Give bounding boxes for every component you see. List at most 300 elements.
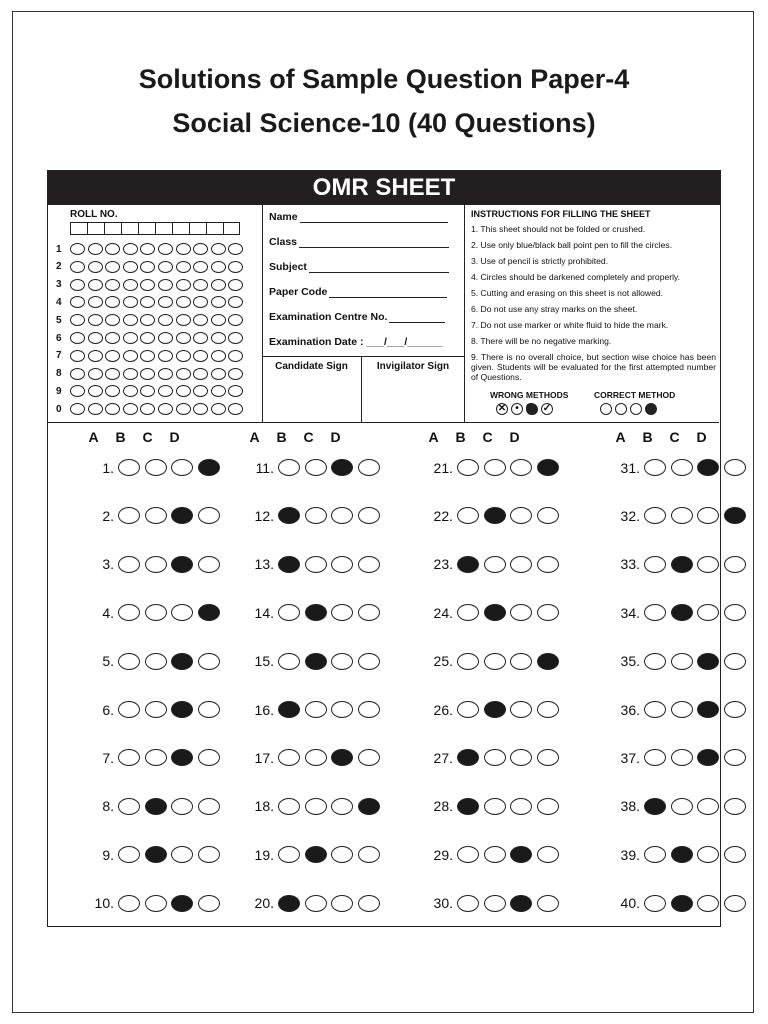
answer-bubble-b[interactable] <box>305 604 327 621</box>
answer-bubble-c[interactable] <box>510 749 532 766</box>
roll-bubble[interactable] <box>211 403 226 415</box>
answer-bubble-c[interactable] <box>171 749 193 766</box>
roll-bubble[interactable] <box>193 279 208 291</box>
roll-bubble[interactable] <box>158 314 173 326</box>
roll-bubble[interactable] <box>70 332 85 344</box>
answer-bubble-d[interactable] <box>537 556 559 573</box>
roll-bubble[interactable] <box>158 261 173 273</box>
answer-bubble-c[interactable] <box>171 701 193 718</box>
roll-bubble[interactable] <box>228 279 243 291</box>
roll-bubble[interactable] <box>70 314 85 326</box>
empty-bubble-icon <box>615 403 627 415</box>
answer-bubble-a[interactable] <box>457 846 479 863</box>
roll-bubble[interactable] <box>211 296 226 308</box>
answer-bubble-a[interactable] <box>118 846 140 863</box>
answer-bubble-c[interactable] <box>697 459 719 476</box>
question-number: 3. <box>102 556 114 573</box>
answer-bubble-b[interactable] <box>145 507 167 524</box>
roll-bubble[interactable] <box>123 279 138 291</box>
answer-bubble-d[interactable] <box>537 507 559 524</box>
roll-bubble[interactable] <box>70 403 85 415</box>
roll-bubble[interactable] <box>193 243 208 255</box>
question-number: 8. <box>102 798 114 815</box>
answer-bubble-a[interactable] <box>644 749 666 766</box>
roll-bubble[interactable] <box>123 368 138 380</box>
answer-bubble-b[interactable] <box>145 846 167 863</box>
answer-bubble-d[interactable] <box>537 749 559 766</box>
answer-bubble-d[interactable] <box>198 556 220 573</box>
answer-bubble-b[interactable] <box>671 507 693 524</box>
answer-bubble-b[interactable] <box>671 459 693 476</box>
empty-bubble-icon <box>600 403 612 415</box>
answer-bubble-a[interactable] <box>457 895 479 912</box>
answer-bubble-a[interactable] <box>644 556 666 573</box>
roll-bubble[interactable] <box>105 385 120 397</box>
answer-bubble-c[interactable] <box>510 459 532 476</box>
answer-bubble-b[interactable] <box>484 798 506 815</box>
wrong-methods-sample <box>496 403 556 415</box>
roll-digit-box[interactable] <box>155 222 172 235</box>
roll-bubble[interactable] <box>88 332 103 344</box>
answer-bubble-b[interactable] <box>484 749 506 766</box>
answer-bubble-d[interactable] <box>198 507 220 524</box>
roll-bubble[interactable] <box>140 243 155 255</box>
answer-bubble-d[interactable] <box>198 604 220 621</box>
roll-bubble[interactable] <box>158 332 173 344</box>
subject-field[interactable]: Subject <box>269 261 449 273</box>
roll-bubble[interactable] <box>123 385 138 397</box>
answer-bubble-a[interactable] <box>457 604 479 621</box>
roll-bubble[interactable] <box>105 403 120 415</box>
roll-bubble-row <box>56 332 246 344</box>
answer-bubble-d[interactable] <box>724 701 746 718</box>
question-row <box>421 507 563 524</box>
answer-bubble-d[interactable] <box>358 459 380 476</box>
answer-bubble-d[interactable] <box>724 604 746 621</box>
answer-bubble-d[interactable] <box>198 459 220 476</box>
roll-bubble[interactable] <box>158 350 173 362</box>
answer-bubble-a[interactable] <box>457 507 479 524</box>
answer-bubble-a[interactable] <box>644 653 666 670</box>
answer-bubble-a[interactable] <box>118 701 140 718</box>
roll-bubble[interactable] <box>176 296 191 308</box>
answer-bubble-d[interactable] <box>537 701 559 718</box>
answer-bubble-a[interactable] <box>118 749 140 766</box>
roll-bubble[interactable] <box>193 296 208 308</box>
answer-bubble-c[interactable] <box>697 749 719 766</box>
roll-bubble[interactable] <box>228 314 243 326</box>
roll-bubble[interactable] <box>70 279 85 291</box>
roll-bubble[interactable] <box>158 368 173 380</box>
answer-bubble-a[interactable] <box>644 604 666 621</box>
roll-bubble[interactable] <box>105 350 120 362</box>
answer-bubble-b[interactable] <box>305 846 327 863</box>
roll-bubble[interactable] <box>193 261 208 273</box>
roll-bubble[interactable] <box>158 243 173 255</box>
answer-bubble-b[interactable] <box>671 798 693 815</box>
roll-bubble[interactable] <box>140 314 155 326</box>
roll-bubble[interactable] <box>193 385 208 397</box>
roll-bubble[interactable] <box>140 279 155 291</box>
answer-bubble-c[interactable] <box>331 846 353 863</box>
roll-bubble[interactable] <box>88 314 103 326</box>
roll-bubble[interactable] <box>88 296 103 308</box>
answer-bubble-c[interactable] <box>171 459 193 476</box>
answer-bubble-d[interactable] <box>358 798 380 815</box>
option-label: C <box>669 429 680 445</box>
roll-bubble[interactable] <box>158 296 173 308</box>
answer-bubble-b[interactable] <box>671 604 693 621</box>
roll-bubble[interactable] <box>88 385 103 397</box>
roll-bubble[interactable] <box>176 243 191 255</box>
option-label: B <box>115 429 126 445</box>
roll-bubble[interactable] <box>176 332 191 344</box>
answer-bubble-d[interactable] <box>724 749 746 766</box>
answer-bubble-d[interactable] <box>724 653 746 670</box>
answer-bubble-b[interactable] <box>145 604 167 621</box>
answer-bubble-c[interactable] <box>171 653 193 670</box>
answer-bubble-d[interactable] <box>537 895 559 912</box>
exam-date-field[interactable]: Examination Date : ___/___/______ <box>269 336 443 348</box>
answer-bubble-c[interactable] <box>331 604 353 621</box>
answer-bubble-a[interactable] <box>644 459 666 476</box>
answer-bubble-d[interactable] <box>198 701 220 718</box>
question-number: 27. <box>433 749 453 766</box>
answer-bubble-a[interactable] <box>118 459 140 476</box>
answer-bubble-d[interactable] <box>537 604 559 621</box>
dotted-bubble-icon: • <box>511 403 523 415</box>
answer-bubble-a[interactable] <box>278 701 300 718</box>
answer-bubble-c[interactable] <box>510 798 532 815</box>
answer-bubble-b[interactable] <box>305 507 327 524</box>
answer-bubble-b[interactable] <box>145 653 167 670</box>
answer-bubble-a[interactable] <box>118 653 140 670</box>
answer-bubble-c[interactable] <box>697 846 719 863</box>
roll-bubble[interactable] <box>105 368 120 380</box>
answer-bubble-b[interactable] <box>305 701 327 718</box>
answer-bubble-c[interactable] <box>697 895 719 912</box>
answer-bubble-c[interactable] <box>510 556 532 573</box>
answer-bubble-a[interactable] <box>278 459 300 476</box>
answer-bubble-c[interactable] <box>510 895 532 912</box>
answer-bubble-a[interactable] <box>278 653 300 670</box>
roll-bubble[interactable] <box>228 350 243 362</box>
answer-bubble-a[interactable] <box>118 895 140 912</box>
roll-bubble[interactable] <box>70 350 85 362</box>
answer-bubble-c[interactable] <box>331 895 353 912</box>
roll-bubble[interactable] <box>88 350 103 362</box>
answer-bubble-b[interactable] <box>484 459 506 476</box>
answer-bubble-d[interactable] <box>198 749 220 766</box>
question-row <box>421 604 563 621</box>
answer-bubble-a[interactable] <box>278 604 300 621</box>
answer-bubble-a[interactable] <box>278 749 300 766</box>
answer-bubble-a[interactable] <box>644 701 666 718</box>
roll-bubble[interactable] <box>105 332 120 344</box>
answer-bubble-d[interactable] <box>198 653 220 670</box>
roll-bubble[interactable] <box>211 243 226 255</box>
answer-bubble-d[interactable] <box>537 846 559 863</box>
answer-bubble-c[interactable] <box>331 556 353 573</box>
filled-bubble-icon <box>645 403 657 415</box>
roll-bubble[interactable] <box>176 279 191 291</box>
answer-bubble-b[interactable] <box>671 653 693 670</box>
answer-bubble-d[interactable] <box>724 459 746 476</box>
answer-bubble-b[interactable] <box>145 701 167 718</box>
answer-bubble-d[interactable] <box>724 507 746 524</box>
answer-bubble-d[interactable] <box>198 846 220 863</box>
answer-bubble-c[interactable] <box>331 653 353 670</box>
candidate-sign-box[interactable]: Candidate Sign <box>262 357 362 423</box>
answer-bubble-c[interactable] <box>331 749 353 766</box>
roll-bubble[interactable] <box>211 385 226 397</box>
exam-centre-field[interactable]: Examination Centre No. <box>269 311 445 323</box>
question-row <box>82 798 224 815</box>
answer-bubble-a[interactable] <box>644 895 666 912</box>
answer-bubble-b[interactable] <box>484 653 506 670</box>
answer-bubble-b[interactable] <box>484 846 506 863</box>
answer-bubble-b[interactable] <box>145 798 167 815</box>
roll-bubble[interactable] <box>176 261 191 273</box>
answer-bubble-a[interactable] <box>278 507 300 524</box>
answer-bubble-b[interactable] <box>671 701 693 718</box>
roll-bubble[interactable] <box>105 314 120 326</box>
roll-bubble[interactable] <box>228 296 243 308</box>
answer-bubble-b[interactable] <box>484 701 506 718</box>
roll-bubble[interactable] <box>176 403 191 415</box>
answer-bubble-b[interactable] <box>671 556 693 573</box>
answer-bubble-c[interactable] <box>510 507 532 524</box>
roll-bubble[interactable] <box>140 296 155 308</box>
answer-bubble-d[interactable] <box>537 459 559 476</box>
roll-bubble[interactable] <box>105 261 120 273</box>
roll-bubble[interactable] <box>70 385 85 397</box>
roll-bubble[interactable] <box>193 350 208 362</box>
roll-bubble[interactable] <box>228 403 243 415</box>
answer-bubble-a[interactable] <box>118 556 140 573</box>
answer-bubble-d[interactable] <box>198 895 220 912</box>
answer-bubble-d[interactable] <box>724 556 746 573</box>
roll-bubble[interactable] <box>211 368 226 380</box>
answer-bubble-c[interactable] <box>331 459 353 476</box>
answer-bubble-d[interactable] <box>537 798 559 815</box>
roll-bubble[interactable] <box>228 261 243 273</box>
roll-digit-box[interactable] <box>172 222 189 235</box>
answer-bubble-d[interactable] <box>724 846 746 863</box>
answer-bubble-b[interactable] <box>305 895 327 912</box>
answer-bubble-c[interactable] <box>331 798 353 815</box>
crossed-bubble-icon: ✕ <box>497 403 507 414</box>
roll-bubble[interactable] <box>140 368 155 380</box>
roll-bubble[interactable] <box>88 243 103 255</box>
correct-method-label: CORRECT METHOD <box>594 390 676 400</box>
answer-bubble-c[interactable] <box>697 653 719 670</box>
roll-bubble[interactable] <box>211 261 226 273</box>
answer-bubble-a[interactable] <box>644 846 666 863</box>
answer-bubble-a[interactable] <box>644 798 666 815</box>
roll-bubble[interactable] <box>123 314 138 326</box>
invigilator-sign-box[interactable]: Invigilator Sign <box>376 361 450 372</box>
answer-bubble-c[interactable] <box>171 798 193 815</box>
answer-bubble-c[interactable] <box>697 556 719 573</box>
answer-bubble-d[interactable] <box>358 653 380 670</box>
roll-bubble[interactable] <box>70 368 85 380</box>
roll-bubble[interactable] <box>211 332 226 344</box>
answer-bubble-a[interactable] <box>278 895 300 912</box>
roll-bubble[interactable] <box>176 368 191 380</box>
roll-bubble[interactable] <box>123 261 138 273</box>
roll-bubble[interactable] <box>70 243 85 255</box>
answer-bubble-a[interactable] <box>278 798 300 815</box>
answer-bubble-a[interactable] <box>278 556 300 573</box>
answer-bubble-d[interactable] <box>358 604 380 621</box>
answer-bubble-d[interactable] <box>358 846 380 863</box>
answer-bubble-d[interactable] <box>358 895 380 912</box>
answer-bubble-b[interactable] <box>145 749 167 766</box>
roll-bubble[interactable] <box>88 368 103 380</box>
roll-bubble[interactable] <box>211 350 226 362</box>
roll-bubble[interactable] <box>228 243 243 255</box>
roll-bubble[interactable] <box>70 261 85 273</box>
roll-digit-box[interactable] <box>206 222 223 235</box>
roll-bubble[interactable] <box>105 243 120 255</box>
roll-bubble[interactable] <box>140 261 155 273</box>
answer-bubble-c[interactable] <box>331 701 353 718</box>
answer-bubble-c[interactable] <box>171 507 193 524</box>
roll-bubble[interactable] <box>158 279 173 291</box>
answer-bubble-b[interactable] <box>305 653 327 670</box>
answer-bubble-c[interactable] <box>697 604 719 621</box>
paper-code-field[interactable]: Paper Code <box>269 286 447 298</box>
roll-digit-box[interactable] <box>189 222 206 235</box>
answer-bubble-b[interactable] <box>671 846 693 863</box>
roll-bubble[interactable] <box>88 261 103 273</box>
roll-digit-box[interactable] <box>104 222 121 235</box>
roll-bubble[interactable] <box>105 296 120 308</box>
roll-bubble[interactable] <box>176 385 191 397</box>
roll-bubble[interactable] <box>140 403 155 415</box>
roll-bubble[interactable] <box>105 279 120 291</box>
answer-bubble-b[interactable] <box>484 604 506 621</box>
roll-bubble[interactable] <box>123 403 138 415</box>
answer-bubble-c[interactable] <box>510 701 532 718</box>
answer-bubble-d[interactable] <box>724 895 746 912</box>
answer-bubble-a[interactable] <box>457 798 479 815</box>
roll-bubble[interactable] <box>158 403 173 415</box>
answer-bubble-a[interactable] <box>457 701 479 718</box>
roll-digit-box[interactable] <box>87 222 104 235</box>
roll-bubble[interactable] <box>158 385 173 397</box>
answer-bubble-c[interactable] <box>171 846 193 863</box>
roll-bubble[interactable] <box>228 368 243 380</box>
answer-bubble-d[interactable] <box>358 701 380 718</box>
roll-bubble[interactable] <box>88 279 103 291</box>
answer-bubble-a[interactable] <box>457 653 479 670</box>
roll-bubble[interactable] <box>123 332 138 344</box>
roll-digit-box[interactable] <box>138 222 155 235</box>
answer-bubble-c[interactable] <box>510 604 532 621</box>
question-number: 22. <box>433 507 453 524</box>
answer-bubble-b[interactable] <box>305 556 327 573</box>
roll-bubble[interactable] <box>193 332 208 344</box>
answer-bubble-c[interactable] <box>331 507 353 524</box>
roll-bubble[interactable] <box>211 279 226 291</box>
roll-bubble[interactable] <box>228 332 243 344</box>
roll-bubble[interactable] <box>193 368 208 380</box>
answer-bubble-d[interactable] <box>537 653 559 670</box>
roll-bubble[interactable] <box>123 243 138 255</box>
question-number: 28. <box>433 798 453 815</box>
answer-bubble-b[interactable] <box>671 749 693 766</box>
title-line-1: Solutions of Sample Question Paper-4 <box>138 64 630 94</box>
roll-digit-box[interactable] <box>223 222 240 235</box>
answer-bubble-b[interactable] <box>484 507 506 524</box>
answer-bubble-b[interactable] <box>145 459 167 476</box>
answer-bubble-c[interactable] <box>697 798 719 815</box>
answer-bubble-c[interactable] <box>510 653 532 670</box>
class-field[interactable]: Class <box>269 236 449 248</box>
roll-bubble[interactable] <box>123 296 138 308</box>
roll-bubble[interactable] <box>140 385 155 397</box>
roll-bubble[interactable] <box>70 296 85 308</box>
answer-bubble-c[interactable] <box>697 701 719 718</box>
answer-bubble-b[interactable] <box>305 459 327 476</box>
answer-bubble-b[interactable] <box>145 895 167 912</box>
answer-bubble-c[interactable] <box>510 846 532 863</box>
answer-bubble-a[interactable] <box>278 846 300 863</box>
roll-bubble[interactable] <box>228 385 243 397</box>
answer-bubble-a[interactable] <box>457 556 479 573</box>
answer-bubble-d[interactable] <box>358 507 380 524</box>
answer-bubble-a[interactable] <box>118 798 140 815</box>
answer-bubble-a[interactable] <box>457 459 479 476</box>
answer-bubble-d[interactable] <box>198 798 220 815</box>
answer-grid <box>48 423 719 926</box>
answer-bubble-d[interactable] <box>724 798 746 815</box>
roll-bubble[interactable] <box>211 314 226 326</box>
roll-boxes <box>70 222 240 235</box>
answer-bubble-a[interactable] <box>118 507 140 524</box>
roll-bubble[interactable] <box>123 350 138 362</box>
answer-bubble-b[interactable] <box>305 749 327 766</box>
roll-digit-box[interactable] <box>70 222 87 235</box>
roll-bubble[interactable] <box>88 403 103 415</box>
answer-bubble-c[interactable] <box>171 556 193 573</box>
answer-bubble-a[interactable] <box>118 604 140 621</box>
roll-bubble[interactable] <box>140 332 155 344</box>
answer-bubble-b[interactable] <box>671 895 693 912</box>
answer-bubble-c[interactable] <box>697 507 719 524</box>
answer-bubble-a[interactable] <box>457 749 479 766</box>
question-row <box>242 846 384 863</box>
name-field[interactable]: Name <box>269 211 448 223</box>
answer-bubble-b[interactable] <box>484 556 506 573</box>
roll-digit-box[interactable] <box>121 222 138 235</box>
roll-bubble[interactable] <box>176 350 191 362</box>
answer-bubble-b[interactable] <box>305 798 327 815</box>
answer-bubble-a[interactable] <box>644 507 666 524</box>
roll-bubble[interactable] <box>193 403 208 415</box>
roll-bubble[interactable] <box>176 314 191 326</box>
answer-bubble-b[interactable] <box>145 556 167 573</box>
answer-bubble-c[interactable] <box>171 604 193 621</box>
answer-bubble-b[interactable] <box>484 895 506 912</box>
answer-bubble-c[interactable] <box>171 895 193 912</box>
roll-bubble[interactable] <box>140 350 155 362</box>
answer-bubble-d[interactable] <box>358 556 380 573</box>
roll-bubble[interactable] <box>193 314 208 326</box>
answer-bubble-d[interactable] <box>358 749 380 766</box>
